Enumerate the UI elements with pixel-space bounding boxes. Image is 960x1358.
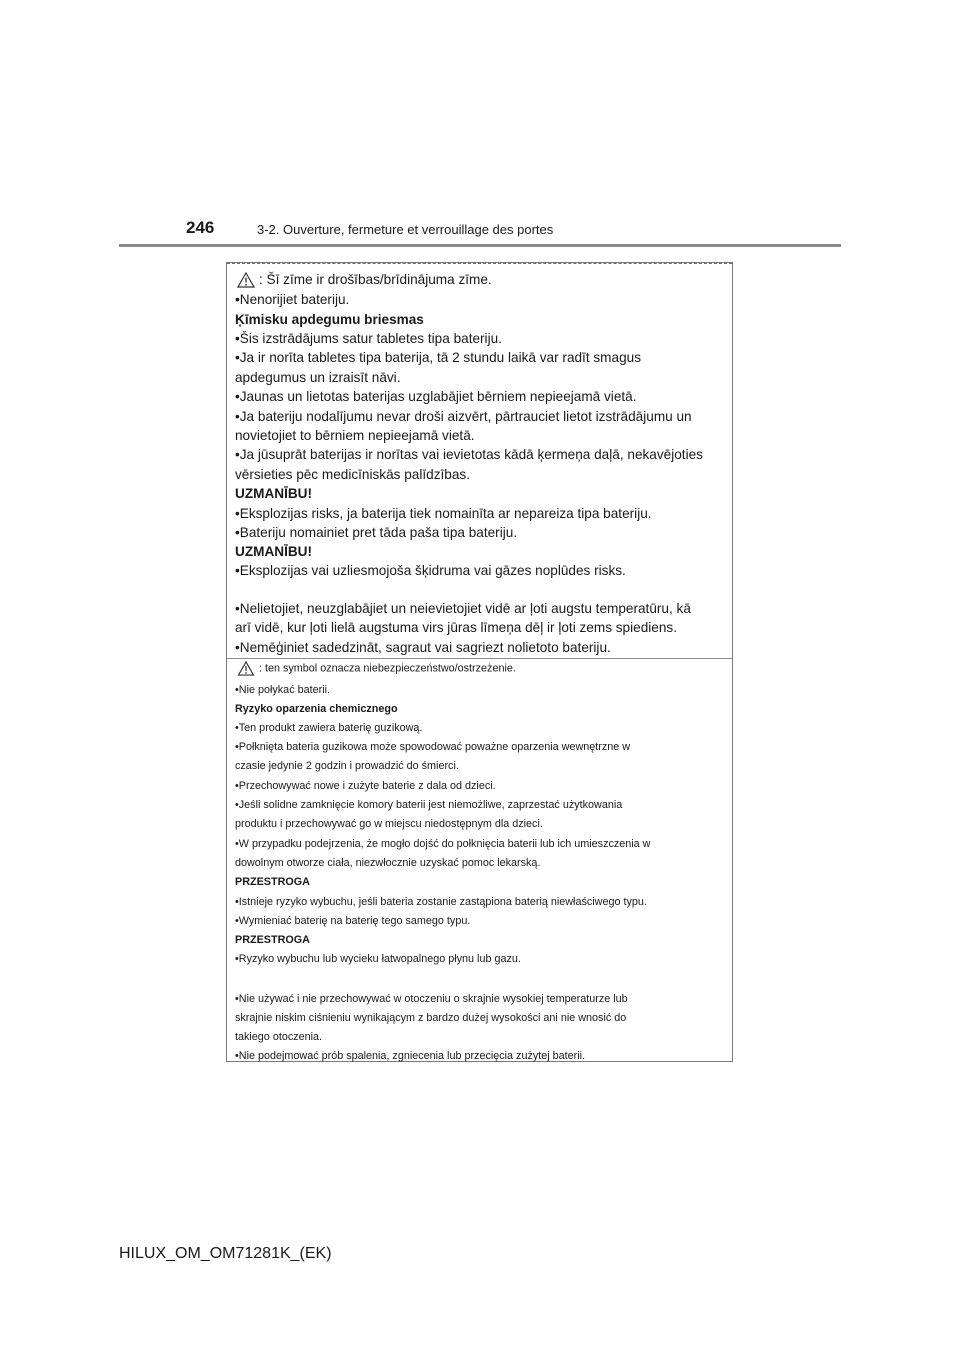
header-rule: [119, 244, 841, 247]
latvian-line: •Eksplozijas vai uzliesmojoša šķidruma vai gāzes noplūdes risks.: [235, 563, 626, 578]
latvian-line: novietojiet to bērniem nepieejamā vietā.: [235, 428, 475, 443]
polish-line: •Połknięta bateria guzikowa może spowodować poważne oparzenia wewnętrzne w: [235, 741, 631, 753]
polish-line: •W przypadku podejrzenia, że mogło dojść do połknięcia baterii lub ich umieszczenia w: [235, 838, 651, 850]
latvian-line: arī vidē, kur ļoti lielā augstuma virs jūras līmeņa dēļ ir ļoti zems spiediens.: [235, 620, 677, 635]
polish-line: takiego otoczenia.: [235, 1031, 323, 1043]
polish-line: •Ryzyko wybuchu lub wycieku łatwopalnego płynu lub gazu.: [235, 953, 521, 965]
polish-line: •Nie podejmować prób spalenia, zgniecenia lub przecięcia zużytej baterii.: [235, 1050, 586, 1062]
latvian-symbol-line: [235, 271, 492, 289]
latvian-line: vērsieties pēc medicīniskās palīdzības.: [235, 467, 470, 482]
latvian-line: apdegumus un izraisīt nāvi.: [235, 370, 401, 385]
polish-line: •Ten produkt zawiera baterię guzikową.: [235, 722, 423, 734]
warning-box: [226, 262, 733, 1062]
latvian-heading: UZMANĪBU!: [235, 544, 313, 559]
polish-line: •Nie używać i nie przechowywać w otoczeniu o skrajnie wysokiej temperaturze lub: [235, 993, 628, 1005]
polish-section: [227, 658, 732, 1064]
latvian-line: •Nelietojiet, neuzglabājiet un neievietojiet vidē ar ļoti augstu temperatūru, kā: [235, 601, 691, 616]
polish-line: skrajnie niskim ciśnieniu wynikającym z bardzo dużej wysokości ani nie wnosić do: [235, 1012, 627, 1024]
polish-line: •Nie połykać baterii.: [235, 684, 330, 696]
page-number: 246: [186, 218, 215, 237]
latvian-line: •Nenorijiet bateriju.: [235, 292, 350, 307]
latvian-line: •Ja jūsuprāt baterijas ir norītas vai ievietotas kādā ķermeņa daļā, nekavējoties: [235, 447, 703, 462]
polish-line: •Przechowywać nowe i zużyte baterie z dala od dzieci.: [235, 780, 496, 792]
footer-doc-code: HILUX_OM_OM71281K_(EK): [119, 1245, 332, 1262]
section-title: 3-2. Ouverture, fermeture et verrouillage des portes: [257, 222, 554, 237]
polish-heading: Ryzyko oparzenia chemicznego: [235, 703, 398, 715]
latvian-line: •Eksplozijas risks, ja baterija tiek nomainīta ar nepareiza tipa bateriju.: [235, 506, 652, 521]
polish-line: czasie jedynie 2 godzin i prowadzić do śmierci.: [235, 760, 459, 772]
latvian-symbol-text: : Šī zīme ir drošības/brīdinājuma zīme.: [259, 272, 492, 287]
latvian-line: •Ja bateriju nodalījumu nevar droši aizvērt, pārtrauciet lietot izstrādājumu un: [235, 409, 692, 424]
polish-line: dowolnym otworze ciała, niezwłocznie uzyskać pomoc lekarską.: [235, 857, 541, 869]
latvian-heading: Ķīmisku apdegumu briesmas: [235, 312, 424, 327]
latvian-line: •Ja ir norīta tabletes tipa baterija, tā 2 stundu laikā var radīt smagus: [235, 350, 641, 365]
polish-heading: PRZESTROGA: [235, 876, 310, 888]
warning-triangle-icon: [237, 272, 255, 288]
polish-line: •Jeśli solidne zamknięcie komory baterii jest niemożliwe, zaprzestać użytkowania: [235, 799, 623, 811]
polish-line: produktu i przechowywać go w miejscu niedostępnym dla dzieci.: [235, 818, 543, 830]
polish-line: •Istnieje ryzyko wybuchu, jeśli bateria zostanie zastąpiona baterią niewłaściwego typu.: [235, 896, 647, 908]
polish-symbol-text: : ten symbol oznacza niebezpieczeństwo/ostrzeżenie.: [259, 662, 516, 675]
latvian-line: •Jaunas un lietotas baterijas uzglabājiet bērniem nepieejamā vietā.: [235, 389, 637, 404]
polish-symbol-line: [235, 661, 516, 676]
latvian-line: •Šis izstrādājums satur tabletes tipa bateriju.: [235, 331, 502, 346]
latvian-line: •Bateriju nomainiet pret tāda paša tipa bateriju.: [235, 525, 518, 540]
latvian-section: [227, 263, 732, 658]
latvian-line: •Nemēģiniet sadedzināt, sagraut vai sagriezt nolietoto bateriju.: [235, 640, 611, 655]
polish-line: •Wymieniać baterię na baterię tego samego typu.: [235, 915, 471, 927]
warning-triangle-icon: [237, 661, 255, 676]
latvian-heading: UZMANĪBU!: [235, 486, 313, 501]
polish-heading: PRZESTROGA: [235, 934, 310, 946]
